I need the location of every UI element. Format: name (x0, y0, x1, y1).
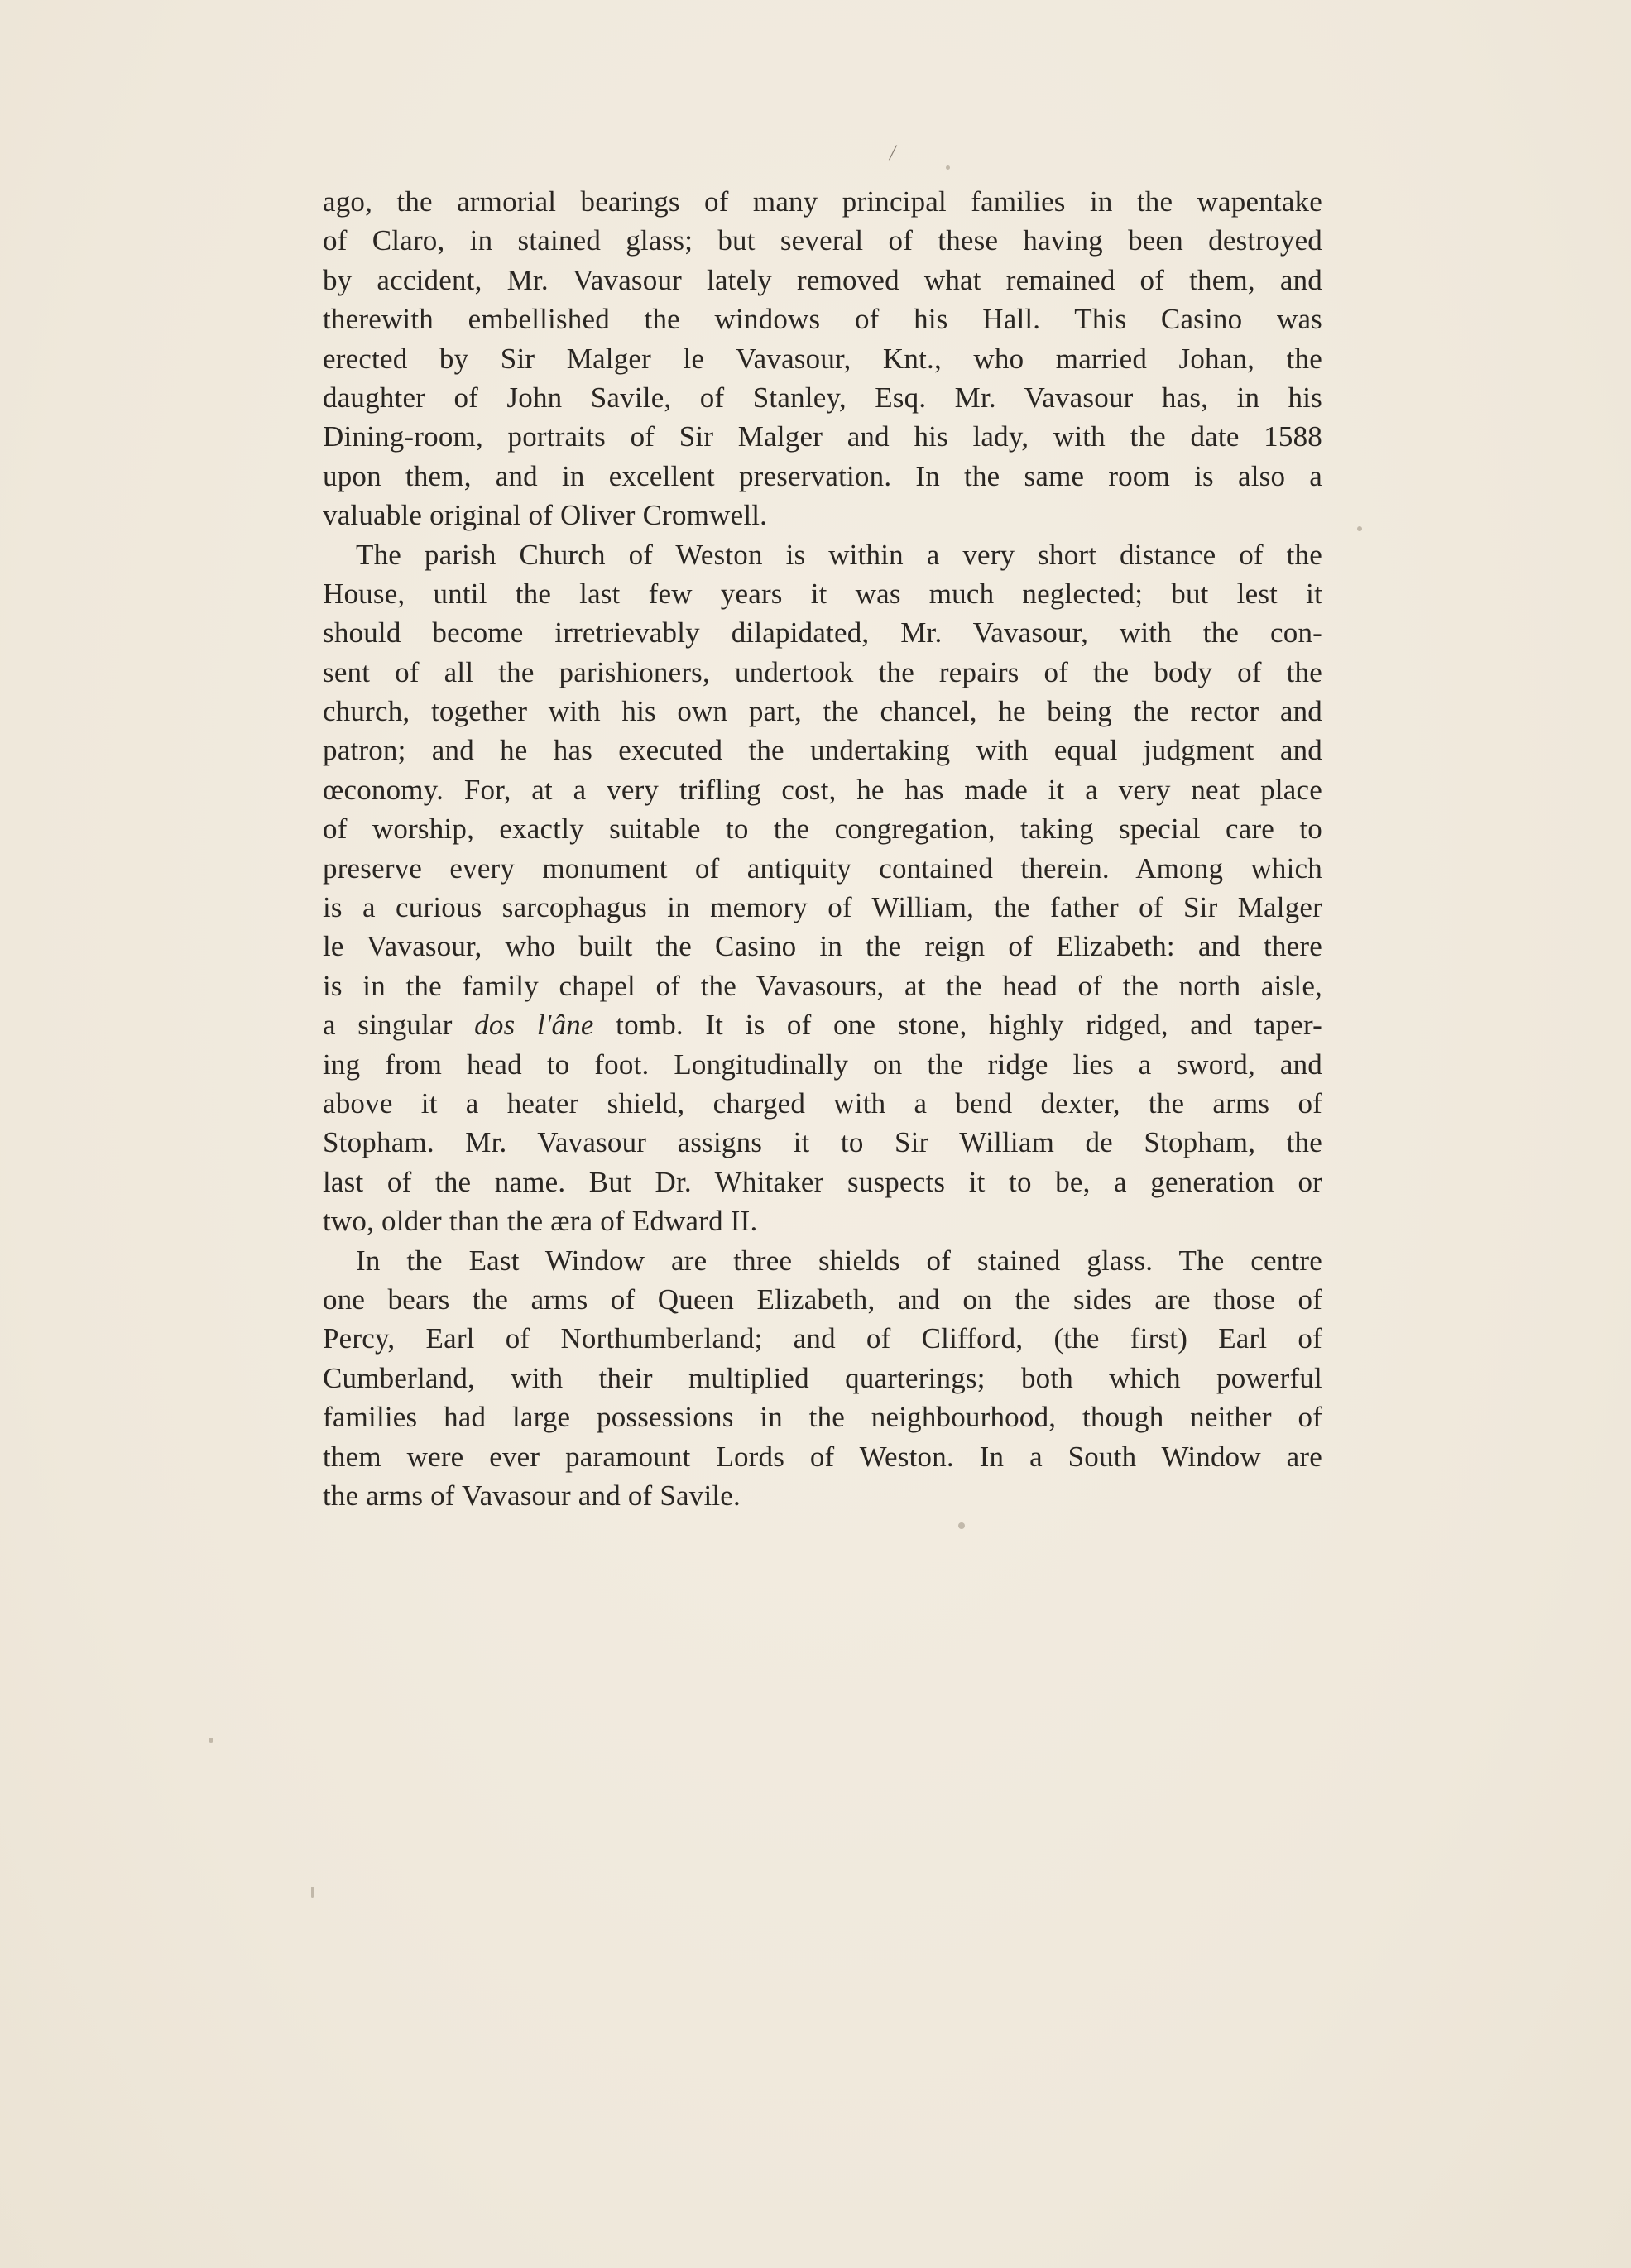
paper-speck (1357, 526, 1362, 531)
text-line: sent of all the parishioners, undertook the repairs of the body of the (323, 655, 1322, 688)
text-line: a singular dos l'âne tomb. It is of one stone, highly ridged, and taper- (323, 1009, 1322, 1042)
text-line: above it a heater shield, charged with a bend dexter, the arms of (323, 1086, 1322, 1120)
paragraph-3 (323, 1241, 1322, 1516)
text-line: Dining-room, portraits of Sir Malger and his lady, with the date 1588 (323, 420, 1322, 453)
paragraph-2 (323, 535, 1322, 1241)
text-line: last of the name. But Dr. Whitaker suspects it to be, a generation or (323, 1165, 1322, 1198)
text-line: Percy, Earl of Northumberland; and of Clifford, (the first) Earl of (323, 1322, 1322, 1355)
italic-phrase: dos l'âne (474, 1009, 594, 1042)
text-line: is in the family chapel of the Vavasours, at the head of the north aisle, (323, 969, 1322, 1002)
text-line: ago, the armorial bearings of many principal families in the wapentake (323, 185, 1322, 218)
body-text (323, 182, 1322, 1515)
paper-speck (209, 1738, 213, 1743)
text-line: Stopham. Mr. Vavasour assigns it to Sir William de Stopham, the (323, 1126, 1322, 1159)
text-line: them were ever paramount Lords of Weston. In a South Window are (323, 1440, 1322, 1473)
text-line: erected by Sir Malger le Vavasour, Knt., who married Johan, the (323, 342, 1322, 375)
text-line: patron; and he has executed the undertaking with equal judgment and (323, 734, 1322, 767)
text-line: church, together with his own part, the chancel, he being the rector and (323, 695, 1322, 728)
text-line: of worship, exactly suitable to the congregation, taking special care to (323, 813, 1322, 846)
text-line: is a curious sarcophagus in memory of William, the father of Sir Malger (323, 891, 1322, 924)
text-line: should become irretrievably dilapidated, Mr. Vavasour, with the con- (323, 616, 1322, 650)
text-line: daughter of John Savile, of Stanley, Esq. Mr. Vavasour has, in his (323, 381, 1322, 414)
text-line: by accident, Mr. Vavasour lately removed what remained of them, and (323, 263, 1322, 296)
text-line: therewith embellished the windows of his Hall. This Casino was (323, 303, 1322, 336)
text-line: preserve every monument of antiquity contained therein. Among which (323, 851, 1322, 885)
paper-speck (311, 1887, 314, 1898)
paragraph-1 (323, 182, 1322, 535)
text-line: families had large possessions in the neighbourhood, though neither of (323, 1401, 1322, 1434)
text-line: of Claro, in stained glass; but several of these having been destroyed (323, 224, 1322, 257)
text-line: In the East Window are three shields of stained glass. The centre (356, 1244, 1322, 1277)
text-line: le Vavasour, who built the Casino in the reign of Elizabeth: and there (323, 930, 1322, 963)
text-line: œconomy. For, at a very trifling cost, he has made it a very neat place (323, 773, 1322, 806)
text-line: Cumberland, with their multiplied quarterings; both which powerful (323, 1361, 1322, 1394)
text-line: two, older than the æra of Edward II. (323, 1205, 758, 1238)
text-line: ing from head to foot. Longitudinally on the ridge lies a sword, and (323, 1048, 1322, 1081)
page-mark: / (890, 141, 896, 165)
text-line: valuable original of Oliver Cromwell. (323, 499, 768, 532)
text-line: one bears the arms of Queen Elizabeth, and on the sides are those of (323, 1283, 1322, 1316)
text-line: the arms of Vavasour and of Savile. (323, 1479, 741, 1512)
text-line: The parish Church of Weston is within a very short distance of the (356, 538, 1322, 571)
text-line: upon them, and in excellent preservation. In the same room is also a (323, 459, 1322, 492)
text-line: House, until the last few years it was much neglected; but lest it (323, 577, 1322, 610)
paper-speck (946, 165, 950, 170)
paper-speck (958, 1522, 965, 1529)
